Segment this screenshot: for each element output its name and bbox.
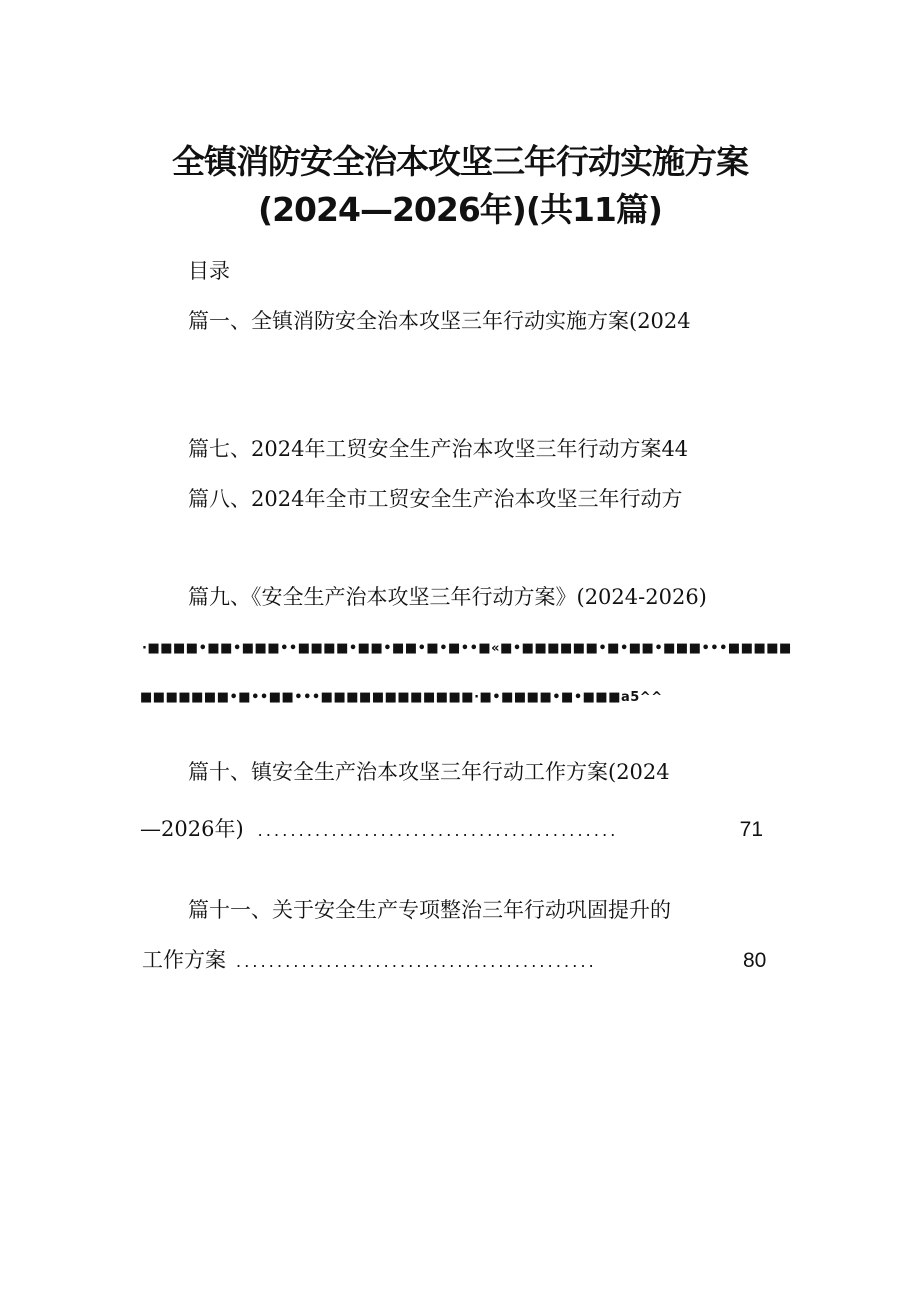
toc-garbled-line-2: ■■■■■■■•■••■■•••■■■■■■■■■■■■·■•■■■■•■•■■■a5^^	[140, 690, 663, 705]
toc-item-9[interactable]: 篇九、《安全生产治本攻坚三年行动方案》(2024-2026)	[188, 585, 707, 609]
document-title-line2: (2024—2026年)(共11篇)	[258, 190, 662, 229]
toc-item-10-continuation[interactable]	[140, 813, 780, 843]
toc-item-11-line2: 工作方案	[142, 948, 226, 972]
toc-leader-dots: ............................................	[257, 820, 619, 840]
toc-item-11[interactable]: 篇十一、关于安全生产专项整治三年行动巩固提升的	[188, 898, 671, 922]
toc-item-8[interactable]: 篇八、2024年全市工贸安全生产治本攻坚三年行动方	[188, 487, 683, 511]
toc-item-7[interactable]: 篇七、2024年工贸安全生产治本攻坚三年行动方案44	[188, 437, 689, 461]
toc-leader-dots: ............................................	[236, 951, 597, 971]
toc-item-10-line2: —2026年)	[140, 817, 244, 841]
toc-garbled-line-1: ·■■■■•■■•■■■••■■■■•■■•■■•■•■••■«■•■■■■■■•■•■■•■■■•••■■■■■	[142, 641, 792, 656]
toc-item-11-continuation[interactable]	[142, 944, 792, 974]
document-title-line1: 全镇消防安全治本攻坚三年行动实施方案	[172, 142, 748, 181]
toc-item-10[interactable]: 篇十、镇安全生产治本攻坚三年行动工作方案(2024	[188, 760, 670, 784]
toc-item-1[interactable]: 篇一、全镇消防安全治本攻坚三年行动实施方案(2024	[188, 309, 691, 333]
toc-page-number: 80	[743, 949, 767, 972]
toc-heading: 目录	[188, 259, 230, 283]
toc-page-number: 71	[739, 818, 763, 841]
